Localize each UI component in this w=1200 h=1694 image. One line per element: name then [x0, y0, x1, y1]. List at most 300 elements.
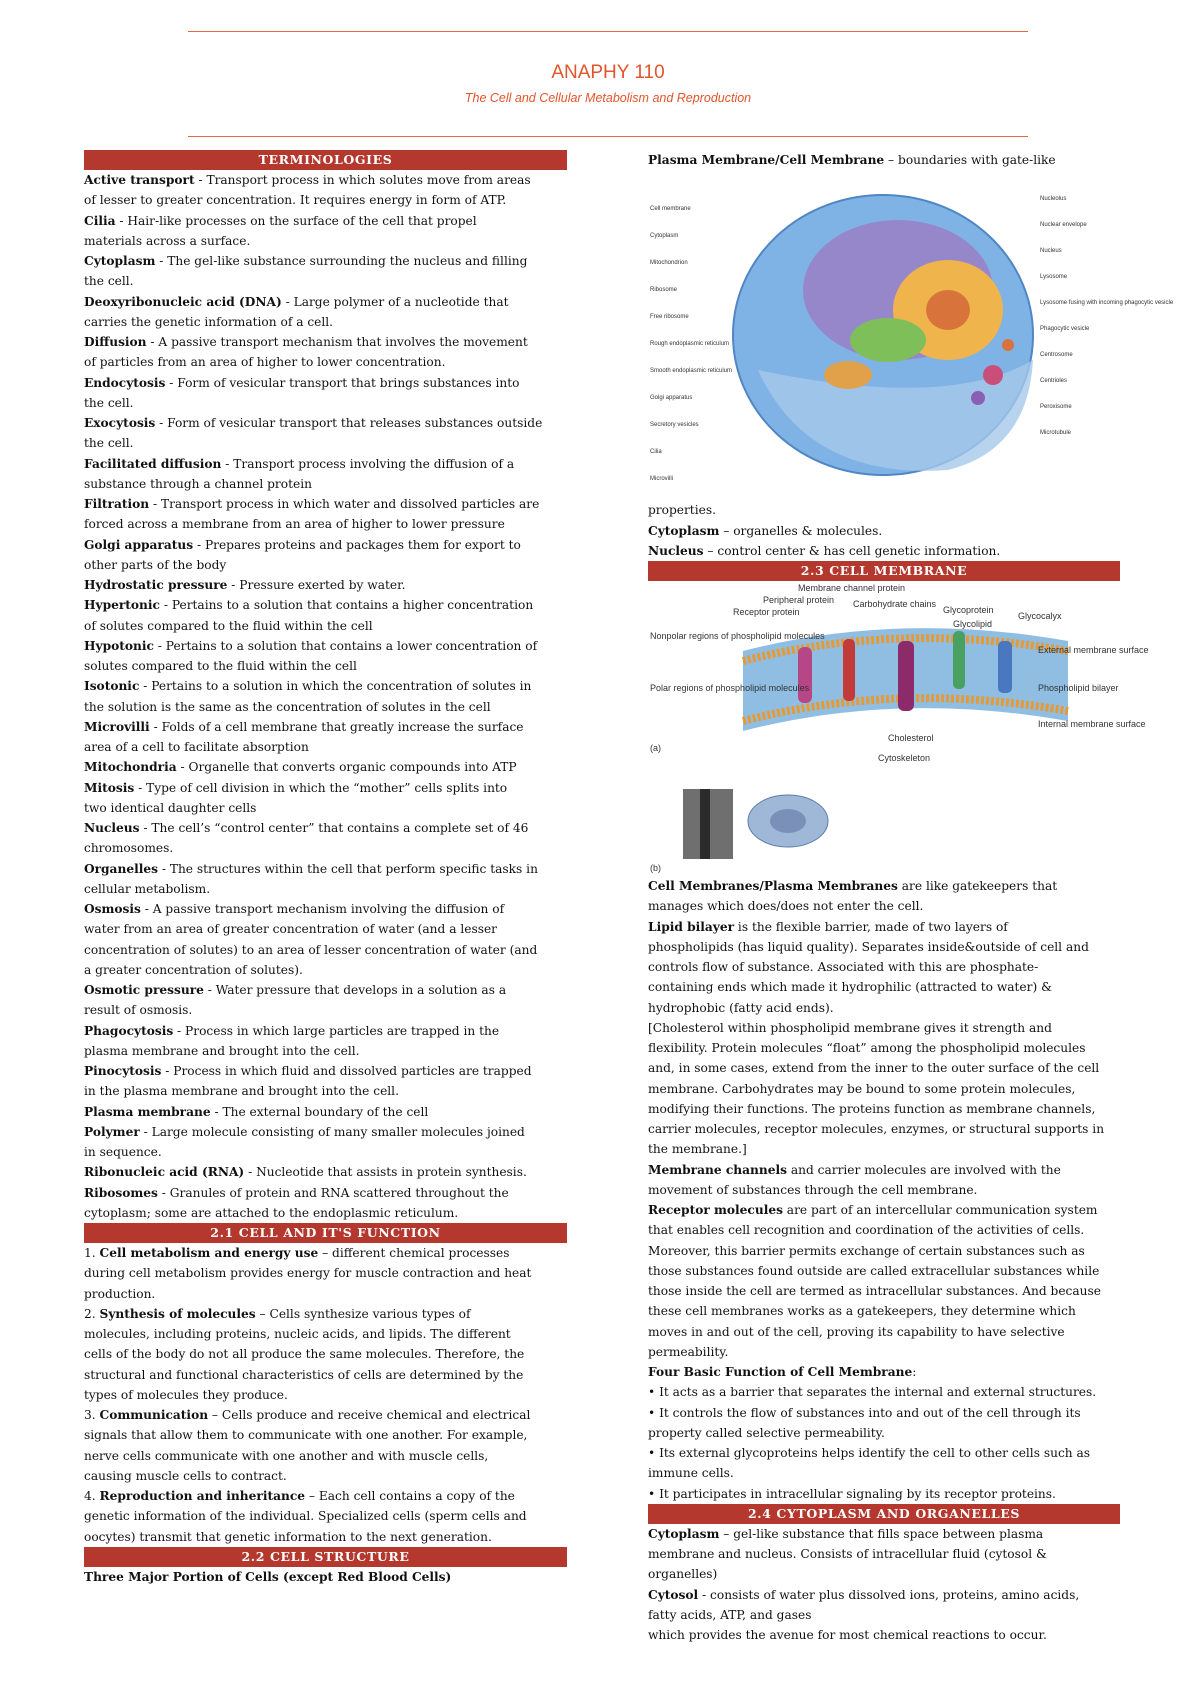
- text-line: [648, 1403, 1120, 1423]
- term: Golgi apparatus: [84, 537, 194, 552]
- figure-label: Lysosome: [1040, 274, 1068, 281]
- text: forced across a membrane from an area of higher to lower pressure: [84, 517, 505, 532]
- text-line: [648, 1463, 1120, 1483]
- text: - Form of vesicular transport that brings substances into: [165, 375, 520, 390]
- text-line: [84, 656, 567, 676]
- text: – gel-like substance that fills space between plasma: [719, 1526, 1044, 1541]
- text-line: [648, 1322, 1120, 1342]
- term: Mitosis: [84, 780, 135, 795]
- text-line: [84, 1304, 567, 1324]
- text: permeability.: [648, 1344, 729, 1359]
- term: Deoxyribonucleic acid (DNA): [84, 294, 282, 309]
- text: and, in some cases, extend from the inner to the outer surface of the cell: [648, 1061, 1100, 1076]
- text-line: [648, 1423, 1120, 1443]
- text: • It controls the flow of substances into and out of the cell through its: [648, 1405, 1081, 1420]
- text: immune cells.: [648, 1466, 734, 1481]
- figure-label: Nuclear envelope: [1040, 222, 1087, 229]
- text-line: [84, 1527, 567, 1547]
- term: Membrane channels: [648, 1162, 787, 1177]
- text: in the plasma membrane and brought into the cell.: [84, 1084, 399, 1099]
- text-line: [84, 1081, 567, 1101]
- term: Diffusion: [84, 335, 147, 349]
- text-line: [648, 1443, 1120, 1463]
- term: Nucleus: [84, 821, 140, 835]
- text: Moreover, this barrier permits exchange of certain substances such as: [648, 1243, 1085, 1258]
- text: water from an area of greater concentration of water (and a lesser: [84, 922, 498, 937]
- text: - Pertains to a solution that contains a lower concentration of: [153, 638, 538, 653]
- text: and carrier molecules are involved with the: [786, 1162, 1061, 1177]
- membrane-figure: [648, 581, 1149, 781]
- text-line: [648, 1362, 1120, 1382]
- text-line: [84, 555, 567, 575]
- text: causing muscle cells to contract.: [84, 1468, 287, 1483]
- figure-label: Golgi apparatus: [650, 395, 693, 402]
- term: Four Basic Function of Cell Membrane: [648, 1365, 913, 1379]
- text: hydrophobic (fatty acid ends).: [648, 1000, 834, 1015]
- membrane-micrograph: [648, 781, 1120, 876]
- text: that enables cell recognition and coordination of the activities of cells.: [648, 1223, 1085, 1238]
- text: - Water pressure that develops in a solution as a: [203, 983, 507, 997]
- figure-label: Polar regions of phospholipid molecules: [650, 683, 810, 693]
- text-line: [648, 1625, 1120, 1645]
- text: - A passive transport mechanism that involves the movement: [146, 335, 528, 349]
- text: the cell.: [84, 274, 134, 289]
- cell-diagram: [648, 170, 1174, 500]
- text: properties.: [648, 503, 716, 518]
- section-heading: TERMINOLOGIES: [84, 150, 567, 170]
- text-line: [84, 960, 567, 980]
- figure-label: Cilia: [650, 449, 662, 456]
- term: Cytoplasm: [648, 523, 720, 538]
- term: Ribosomes: [84, 1185, 158, 1200]
- text-line: [84, 1122, 567, 1142]
- text-line: [648, 1342, 1120, 1362]
- text-line: [84, 697, 567, 717]
- text: – Cells produce and receive chemical and electrical: [208, 1408, 531, 1422]
- text: - Folds of a cell membrane that greatly increase the surface: [149, 719, 524, 734]
- term: Isotonic: [84, 679, 140, 694]
- list-number: 2.: [84, 1306, 100, 1321]
- text-line: [648, 1058, 1120, 1078]
- text: plasma membrane and brought into the cell.: [84, 1043, 360, 1058]
- figure-label: Mitochondrion: [650, 260, 688, 267]
- text-line: [84, 616, 567, 636]
- text-line: [84, 1567, 567, 1587]
- text-line: [648, 1119, 1120, 1139]
- figure-label: (a): [650, 743, 661, 753]
- text: - Organelle that converts organic compounds into ATP: [176, 760, 517, 775]
- text-line: [84, 1324, 567, 1344]
- figure-label: Microvilli: [650, 476, 673, 483]
- text: two identical daughter cells: [84, 800, 257, 815]
- text-line: [84, 859, 567, 879]
- cell-membrane-diagram: [648, 581, 1149, 781]
- term: Ribonucleic acid (RNA): [84, 1165, 245, 1180]
- text-line: [84, 798, 567, 818]
- text-line: [84, 312, 567, 332]
- text-line: [84, 1446, 567, 1466]
- text-line: [84, 818, 567, 838]
- term: Hypotonic: [84, 638, 154, 653]
- text-line: [84, 454, 567, 474]
- text: - Process in which fluid and dissolved particles are trapped: [161, 1064, 532, 1078]
- term: Endocytosis: [84, 375, 166, 390]
- figure-label: Peroxisome: [1040, 404, 1072, 411]
- text: cytoplasm; some are attached to the endoplasmic reticulum.: [84, 1205, 459, 1220]
- text: - The structures within the cell that perform specific tasks in: [157, 861, 538, 876]
- figure-label: Free ribosome: [650, 314, 689, 321]
- text-line: [84, 879, 567, 899]
- term: Osmosis: [84, 902, 141, 916]
- figure-label: Nucleolus: [1040, 196, 1067, 203]
- term: Cell Membranes/Plasma Membranes: [648, 879, 898, 893]
- text-line: [84, 838, 567, 858]
- left-column: [84, 150, 567, 1587]
- text: - Granules of protein and RNA scattered throughout the: [157, 1185, 509, 1200]
- text: • Its external glycoproteins helps identify the cell to other cells such as: [648, 1446, 1091, 1460]
- text-line: [648, 1564, 1120, 1584]
- list-number: 1.: [84, 1246, 100, 1260]
- term: Cytosol: [648, 1587, 699, 1602]
- text: - Transport process in which water and dissolved particles are: [149, 497, 540, 511]
- text-line: [84, 1506, 567, 1526]
- document-subtitle: The Cell and Cellular Metabolism and Reproduction: [464, 91, 752, 105]
- text-line: [648, 876, 1120, 896]
- text-line: [84, 778, 567, 798]
- text-line: [648, 1160, 1120, 1180]
- figure-label: Ribosome: [650, 287, 678, 294]
- text: - The gel-like substance surrounding the nucleus and filling: [155, 254, 528, 268]
- text-line: [84, 535, 567, 555]
- text: other parts of the body: [84, 557, 227, 572]
- text: the membrane.]: [648, 1142, 747, 1157]
- term: Mitochondria: [84, 760, 177, 775]
- text-line: [648, 1038, 1120, 1058]
- text-line: [84, 1344, 567, 1364]
- text: moves in and out of the cell, proving its capability to have selective: [648, 1324, 1065, 1339]
- section-heading: 2.1 CELL AND IT'S FUNCTION: [84, 1223, 567, 1243]
- text-line: [648, 1220, 1120, 1240]
- term: Active transport: [84, 173, 195, 187]
- term: Phagocytosis: [84, 1023, 174, 1038]
- term: Synthesis of molecules: [99, 1306, 256, 1321]
- section-heading: 2.2 CELL STRUCTURE: [84, 1547, 567, 1567]
- text-line: [84, 271, 567, 291]
- text-line: [84, 595, 567, 615]
- text-line: [648, 1524, 1120, 1544]
- section-heading: 2.4 CYTOPLASM AND ORGANELLES: [648, 1504, 1120, 1524]
- text: the cell.: [84, 395, 134, 410]
- text-line: [648, 1281, 1120, 1301]
- text: cellular metabolism.: [84, 881, 211, 896]
- list-number: 4.: [84, 1489, 100, 1503]
- text-line: [84, 1365, 567, 1385]
- text: – Cells synthesize various types of: [255, 1306, 471, 1321]
- figure-label: Peripheral protein: [763, 595, 835, 605]
- text: - Form of vesicular transport that releases substances outside: [155, 416, 543, 430]
- text-line: [84, 980, 567, 1000]
- text: - Pressure exerted by water.: [227, 578, 406, 592]
- text-line: [648, 998, 1120, 1018]
- text-line: [84, 251, 567, 271]
- text: the cell.: [84, 436, 134, 451]
- cell-labels-left: [650, 206, 732, 482]
- text: membrane and nucleus. Consists of intracellular fluid (cytosol &: [648, 1547, 1047, 1561]
- text: fatty acids, ATP, and gases: [648, 1607, 812, 1622]
- text: - The cell’s “control center” that contains a complete set of 46: [139, 821, 529, 835]
- figure-label: Secretory vesicles: [650, 422, 699, 429]
- term: Receptor molecules: [648, 1203, 783, 1217]
- text: – boundaries with gate-like: [884, 153, 1056, 167]
- text-line: [84, 514, 567, 534]
- figure-label: Lysosome fusing with incoming phagocytic vesicle: [1040, 300, 1174, 307]
- term: Lipid bilayer: [648, 919, 735, 934]
- text: concentration of solutes) to an area of lesser concentration of water (and: [84, 942, 538, 957]
- text-line: [84, 1061, 567, 1081]
- text-line: [84, 1466, 567, 1486]
- text: is the flexible barrier, made of two layers of: [734, 919, 1008, 934]
- text: - A passive transport mechanism involving the diffusion of: [140, 902, 505, 916]
- text-line: [648, 1382, 1120, 1402]
- text-line: [648, 541, 1120, 561]
- text: result of osmosis.: [84, 1003, 193, 1018]
- figure-label: Nonpolar regions of phospholipid molecules: [650, 631, 825, 641]
- text-line: [648, 937, 1120, 957]
- text: - Hair-like processes on the surface of the cell that propel: [115, 213, 477, 228]
- text-line: [84, 636, 567, 656]
- figure-label: Receptor protein: [733, 607, 800, 617]
- term: Plasma Membrane/Cell Membrane: [648, 153, 885, 167]
- figure-label: Glycocalyx: [1018, 611, 1062, 621]
- figure-label: Phagocytic vesicle: [1040, 326, 1090, 333]
- figure-label: Phospholipid bilayer: [1038, 683, 1119, 693]
- text-line: [84, 373, 567, 393]
- right-column: [648, 150, 1174, 1645]
- figure-label: Carbohydrate chains: [853, 599, 937, 609]
- figure-label: Glycoprotein: [943, 605, 994, 615]
- text: of solutes compared to the fluid within the cell: [84, 618, 373, 633]
- text: are like gatekeepers that: [897, 879, 1058, 893]
- text: organelles): [648, 1567, 718, 1582]
- text: cells of the body do not all produce the same molecules. Therefore, the: [84, 1347, 525, 1362]
- term: Plasma membrane: [84, 1104, 211, 1119]
- text: containing ends which made it hydrophilic (attracted to water) &: [648, 980, 1052, 995]
- text-line: [84, 413, 567, 433]
- text-line: [84, 1041, 567, 1061]
- text-line: [84, 737, 567, 757]
- text-line: [648, 1018, 1120, 1038]
- term: Microvilli: [84, 719, 150, 734]
- section-heading: 2.3 CELL MEMBRANE: [648, 561, 1120, 581]
- text-line: [84, 1425, 567, 1445]
- term: Facilitated diffusion: [84, 456, 222, 471]
- figure-label: Centrosome: [1040, 352, 1073, 359]
- text: solutes compared to the fluid within the cell: [84, 659, 357, 673]
- text: which provides the avenue for most chemical reactions to occur.: [648, 1628, 1047, 1642]
- figure-label: Cholesterol: [888, 733, 934, 743]
- text: during cell metabolism provides energy for muscle contraction and heat: [84, 1266, 532, 1281]
- text: area of a cell to facilitate absorption: [84, 740, 309, 754]
- figure-label: Rough endoplasmic reticulum: [650, 341, 730, 348]
- text-line: [84, 899, 567, 919]
- cell-labels-right: [1040, 196, 1174, 436]
- text: - Prepares proteins and packages them for export to: [193, 537, 521, 552]
- text-line: [84, 1263, 567, 1283]
- text: are part of an intercellular communication system: [782, 1203, 1098, 1217]
- text-line: [648, 1301, 1120, 1321]
- text: modifying their functions. The proteins function as membrane channels,: [648, 1101, 1096, 1116]
- text: :: [912, 1365, 917, 1379]
- text-line: [84, 231, 567, 251]
- text: carries the genetic information of a cell.: [84, 314, 334, 329]
- text: substance through a channel protein: [84, 476, 312, 491]
- text-line: [84, 676, 567, 696]
- term: Cytoplasm: [648, 1526, 720, 1541]
- term: Osmotic pressure: [84, 983, 204, 997]
- text-line: [648, 500, 1120, 520]
- text: the solution is the same as the concentration of solutes in the cell: [84, 699, 491, 714]
- text: oocytes) transmit that genetic information to the next generation.: [84, 1529, 492, 1544]
- text: - The external boundary of the cell: [210, 1104, 429, 1119]
- term: Cilia: [84, 213, 116, 228]
- text-line: [84, 433, 567, 453]
- text: - Large molecule consisting of many smaller molecules joined: [139, 1124, 525, 1139]
- text-line: [648, 1585, 1120, 1605]
- figure-label: Smooth endoplasmic reticulum: [650, 368, 733, 375]
- text: – different chemical processes: [318, 1246, 510, 1260]
- cell-figure: [648, 170, 1174, 500]
- text: movement of substances through the cell membrane.: [648, 1182, 978, 1197]
- text: - Pertains to a solution in which the concentration of solutes in: [139, 679, 532, 694]
- text: • It participates in intracellular signaling by its receptor proteins.: [648, 1486, 1056, 1501]
- text: flexibility. Protein molecules “float” among the phospholipid molecules: [648, 1041, 1086, 1055]
- figure-label: Membrane channel protein: [798, 583, 906, 593]
- text: phospholipids (has liquid quality). Separates inside&outside of cell and: [648, 939, 1089, 954]
- text: types of molecules they produce.: [84, 1387, 288, 1402]
- text: – organelles & molecules.: [719, 523, 883, 538]
- header-rule-bottom: [188, 136, 1028, 137]
- text: [Cholesterol within phospholipid membrane gives it strength and: [648, 1020, 1052, 1035]
- text-line: [84, 1486, 567, 1506]
- text: - Transport process in which solutes move from areas: [194, 173, 531, 187]
- term: Hypertonic: [84, 598, 160, 613]
- text-line: [84, 393, 567, 413]
- text-line: [648, 1261, 1120, 1281]
- text-line: [84, 494, 567, 514]
- text-line: [648, 957, 1120, 977]
- text-line: [648, 1099, 1120, 1119]
- text-line: [84, 1243, 567, 1263]
- text: in sequence.: [84, 1145, 162, 1159]
- text-line: [84, 940, 567, 960]
- text: structural and functional characteristics of cells are determined by the: [84, 1367, 524, 1382]
- text: membrane. Carbohydrates may be bound to some protein molecules,: [648, 1081, 1076, 1096]
- text: materials across a surface.: [84, 233, 251, 248]
- text-line: [648, 1484, 1120, 1504]
- text-line: [648, 1180, 1120, 1200]
- text: - consists of water plus dissolved ions, proteins, amino acids,: [698, 1587, 1080, 1602]
- text-line: [84, 919, 567, 939]
- term: Cytoplasm: [84, 254, 156, 268]
- text-line: [84, 1162, 567, 1182]
- term: Communication: [99, 1408, 209, 1422]
- text-line: [84, 1385, 567, 1405]
- text: those inside the cell are termed as intracellular substances. And because: [648, 1284, 1101, 1298]
- text: molecules, including proteins, nucleic acids, and lipids. The different: [84, 1327, 511, 1341]
- text-line: [648, 1241, 1120, 1261]
- text-line: [84, 170, 567, 190]
- text: controls flow of substance. Associated with this are phosphate-: [648, 960, 1039, 974]
- text-line: [84, 474, 567, 494]
- term: Cell metabolism and energy use: [99, 1246, 319, 1260]
- text-line: [84, 1000, 567, 1020]
- text-line: [648, 150, 1120, 170]
- text: – control center & has cell genetic information.: [703, 543, 1001, 558]
- text: carrier molecules, receptor molecules, enzymes, or structural supports in: [648, 1122, 1105, 1136]
- text-line: [648, 1200, 1120, 1220]
- text: • It acts as a barrier that separates the internal and external structures.: [648, 1385, 1097, 1400]
- text-line: [648, 896, 1120, 916]
- term: Pinocytosis: [84, 1064, 162, 1078]
- text-line: [648, 1079, 1120, 1099]
- text: a greater concentration of solutes).: [84, 962, 303, 977]
- text: – Each cell contains a copy of the: [305, 1489, 515, 1503]
- text: chromosomes.: [84, 841, 174, 856]
- term: Organelles: [84, 861, 158, 876]
- text-line: [84, 1102, 567, 1122]
- text-line: [84, 575, 567, 595]
- figure-label: Centrioles: [1040, 378, 1068, 385]
- term: Filtration: [84, 497, 150, 511]
- term: Reproduction and inheritance: [99, 1489, 306, 1503]
- list-number: 3.: [84, 1408, 100, 1422]
- text-line: [84, 1021, 567, 1041]
- figure-label: Internal membrane surface: [1038, 719, 1146, 729]
- text-line: [648, 1544, 1120, 1564]
- text: - Type of cell division in which the “mother” cells splits into: [134, 780, 508, 795]
- text-line: [84, 717, 567, 737]
- text-line: [84, 211, 567, 231]
- text-line: [648, 977, 1120, 997]
- text-line: [84, 352, 567, 372]
- term: Three Major Portion of Cells (except Red Blood Cells): [84, 1569, 452, 1584]
- micrograph-label-b: (b): [650, 863, 661, 873]
- text-line: [84, 292, 567, 312]
- text: production.: [84, 1286, 156, 1301]
- text: signals that allow them to communicate with one another. For example,: [84, 1428, 528, 1443]
- micro-figure: [648, 781, 1120, 876]
- figure-label: External membrane surface: [1038, 645, 1149, 655]
- text-line: [84, 190, 567, 210]
- text: of lesser to greater concentration. It requires energy in form of ATP.: [84, 193, 507, 208]
- text: - Nucleotide that assists in protein synthesis.: [244, 1165, 527, 1180]
- text-line: [84, 1183, 567, 1203]
- text-line: [648, 1139, 1120, 1159]
- text-line: [648, 1605, 1120, 1625]
- text-line: [84, 1142, 567, 1162]
- figure-label: Glycolipid: [953, 619, 993, 629]
- text: - Transport process involving the diffusion of a: [221, 456, 515, 471]
- figure-label: Microtubule: [1040, 430, 1072, 437]
- text: these cell membranes works as a gatekeepers, they determine which: [648, 1304, 1076, 1319]
- text: genetic information of the individual. Specialized cells (sperm cells and: [84, 1509, 527, 1524]
- term: Exocytosis: [84, 416, 156, 430]
- header-rule-top: [188, 31, 1028, 32]
- text-line: [84, 757, 567, 777]
- figure-label: Cytoskeleton: [878, 753, 931, 763]
- text: - Process in which large particles are trapped in the: [173, 1023, 500, 1038]
- document-title: ANAPHY 110: [551, 62, 665, 83]
